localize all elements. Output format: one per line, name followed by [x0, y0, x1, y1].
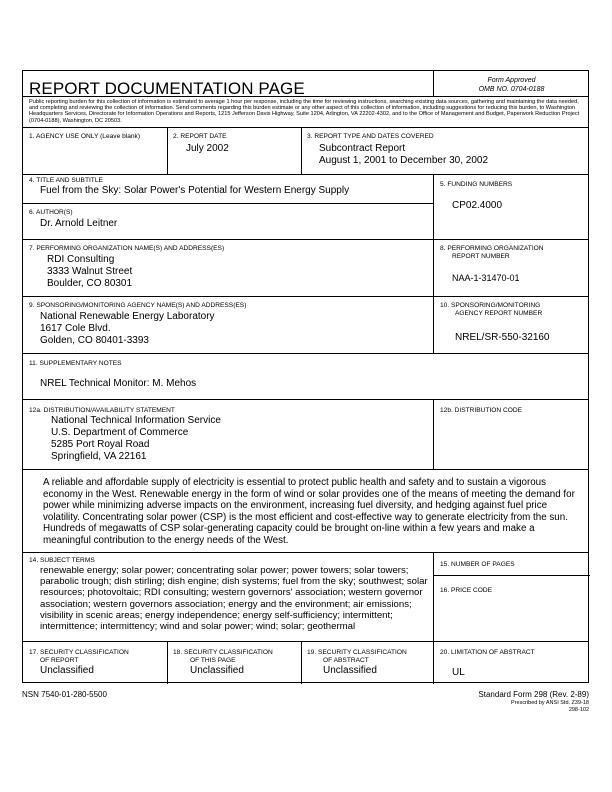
- funding-label: 5. FUNDING NUMBERS: [440, 181, 513, 188]
- report-type-value: Subcontract Report: [319, 143, 406, 154]
- price-code-label: 16. PRICE CODE: [440, 587, 493, 594]
- row6-divider: [433, 399, 434, 469]
- number-of-pages-label: 15. NUMBER OF PAGES: [440, 561, 515, 568]
- sponsoring-report-number: NREL/SR-550-32160: [455, 332, 550, 343]
- report-period-value: August 1, 2001 to December 30, 2002: [319, 155, 489, 166]
- report-date-label: 2. REPORT DATE: [173, 133, 227, 140]
- author-value: Dr. Arnold Leitner: [40, 218, 118, 229]
- supplementary-value: NREL Technical Monitor: M. Mehos: [40, 378, 197, 389]
- distribution-line-4: Springfield, VA 22161: [51, 451, 147, 462]
- security-page-value: Unclassified: [190, 665, 244, 676]
- security-page-label-2: OF THIS PAGE: [190, 657, 236, 664]
- distribution-label: 12a. DISTRIBUTION/AVAILABILITY STATEMENT: [29, 407, 175, 414]
- omb-number: OMB NO. 0704-0188: [478, 86, 545, 93]
- row1-divider-a: [167, 127, 168, 174]
- row2-rule: [23, 239, 588, 240]
- sponsoring-report-label: 10. SPONSORING/MONITORING: [440, 302, 541, 309]
- prescribed-by: Prescribed by ANSI Std. Z39-18: [511, 700, 589, 706]
- performing-report-number: NAA-1-31470-01: [452, 273, 520, 283]
- limitation-label: 20. LIMITATION OF ABSTRACT: [440, 649, 535, 656]
- title-value: Fuel from the Sky: Solar Power's Potential for Western Energy Supply: [40, 185, 350, 196]
- header-rule: [23, 96, 588, 97]
- author-label: 6. AUTHOR(S): [29, 209, 73, 216]
- sponsoring-name: National Renewable Energy Laboratory: [40, 311, 215, 322]
- row8-divider-b: [301, 641, 302, 684]
- page-title: REPORT DOCUMENTATION PAGE: [29, 79, 305, 98]
- performing-org-street: 3333 Walnut Street: [47, 266, 133, 277]
- report-documentation-form: [22, 70, 589, 683]
- report-date-value: July 2002: [186, 143, 229, 154]
- row7-divider: [433, 552, 434, 641]
- security-abstract-label-2: OF ABSTRACT: [323, 657, 369, 664]
- abstract-text: A reliable and affordable supply of electricity is essential to protect public health and safety and to sustain a vigorous economy in the West. Renewable energy in the form of wind or solar provides one of the means of meeting the demand for power while minimizing adverse impacts on the environment, increasing fuel diversity, and hedging against fuel price volatility. Concentrating solar power (CSP) is the most efficient and cost-effective way to generate electricity from the sun. Hundreds of megawatts of CSP solar-generating capacity could be brought on-line within a few years and make a meaningful contribution to the energy needs of the West.: [43, 477, 575, 546]
- row8-divider-a: [167, 641, 168, 684]
- security-abstract-label: 19. SECURITY CLASSIFICATION: [307, 649, 407, 656]
- performing-org-city: Boulder, CO 80301: [47, 278, 133, 289]
- title-author-rule: [23, 203, 433, 204]
- funding-value: CP02.4000: [452, 200, 503, 211]
- row3-divider: [433, 239, 434, 296]
- performing-report-label: 8. PERFORMING ORGANIZATION: [440, 245, 544, 252]
- security-abstract-value: Unclassified: [323, 665, 377, 676]
- row4-rule: [23, 353, 588, 354]
- row8-divider-c: [433, 641, 434, 684]
- performing-org-label: 7. PERFORMING ORGANIZATION NAME(S) AND ADDRESS(ES): [29, 245, 225, 252]
- row3-rule: [23, 296, 588, 297]
- security-report-label-2: OF REPORT: [40, 657, 79, 664]
- notice-rule: [23, 127, 588, 128]
- standard-form-label: Standard Form 298 (Rev. 2-89): [478, 690, 589, 699]
- row6-rule: [23, 469, 588, 470]
- title-label: 4. TITLE AND SUBTITLE: [29, 177, 103, 184]
- row2-divider: [433, 174, 434, 239]
- row5-rule: [23, 399, 588, 400]
- sponsoring-report-label-2: AGENCY REPORT NUMBER: [455, 310, 543, 317]
- security-report-value: Unclassified: [40, 665, 94, 676]
- distribution-line-1: National Technical Information Service: [51, 415, 221, 426]
- distribution-code-label: 12b. DISTRIBUTION CODE: [440, 407, 523, 414]
- performing-report-label-2: REPORT NUMBER: [452, 253, 510, 260]
- subject-terms-label: 14. SUBJECT TERMS: [29, 557, 95, 564]
- pages-price-rule: [433, 575, 590, 576]
- form-approved-label: Form Approved: [487, 77, 536, 84]
- agency-use-label: 1. AGENCY USE ONLY (Leave blank): [29, 133, 141, 140]
- sponsoring-city: Golden, CO 80401-3393: [40, 335, 149, 346]
- limitation-value: UL: [452, 667, 465, 678]
- distribution-line-2: U.S. Department of Commerce: [51, 427, 189, 438]
- distribution-line-3: 5285 Port Royal Road: [51, 439, 150, 450]
- sponsoring-street: 1617 Cole Blvd.: [40, 323, 111, 334]
- row7-rule: [23, 641, 588, 642]
- report-type-label: 3. REPORT TYPE AND DATES COVERED: [307, 133, 434, 140]
- subject-terms-value: renewable energy; solar power; concentrating solar power; power towers; solar towers; parabolic trough; dish stirling; dish engine; dish systems; fuel from the sky; southwest; solar resources; photovoltaic; RDI consulting; western governors' association; western governor association; western governors association; energy and the environment; air emissions; visibility in scenic areas; energy independence; energy self-sufficiency; intermittent; intermittence; intermittency; wind and solar power; wind; solar; geothermal: [40, 565, 428, 633]
- row1-divider-b: [301, 127, 302, 174]
- security-page-label: 18. SECURITY CLASSIFICATION: [173, 649, 273, 656]
- burden-notice: Public reporting burden for this collection of information is estimated to average 1 hour per response, including the time for reviewing instructions, searching existing data sources, gathering and maintaining the data needed, and completing and reviewing the collection of information. Send comments regarding this burden estimate or any other aspect of this collection of information, including suggestions for reducing this burden, to Washington Headquarters Services, Directorate for Information Operations and Reports, 1215 Jefferson Davis Highway, Suite 1204, Arlington, VA 22202-4302, and to the Office of Management and Budget, Paperwork Reduction Project (0704-0188), Washington, DC 20503.: [29, 99, 580, 124]
- row1-rule: [23, 174, 588, 175]
- abstract-rule: [23, 552, 588, 553]
- supplementary-label: 11. SUPPLEMENTARY NOTES: [29, 360, 122, 367]
- nsn-number: NSN 7540-01-280-5500: [22, 690, 107, 699]
- row4-divider: [433, 296, 434, 353]
- form-code: 298-102: [568, 707, 589, 713]
- performing-org-name: RDI Consulting: [47, 254, 115, 265]
- sponsoring-label: 9. SPONSORING/MONITORING AGENCY NAME(S) AND ADDRESS(ES): [29, 302, 247, 309]
- security-report-label: 17. SECURITY CLASSIFICATION: [29, 649, 129, 656]
